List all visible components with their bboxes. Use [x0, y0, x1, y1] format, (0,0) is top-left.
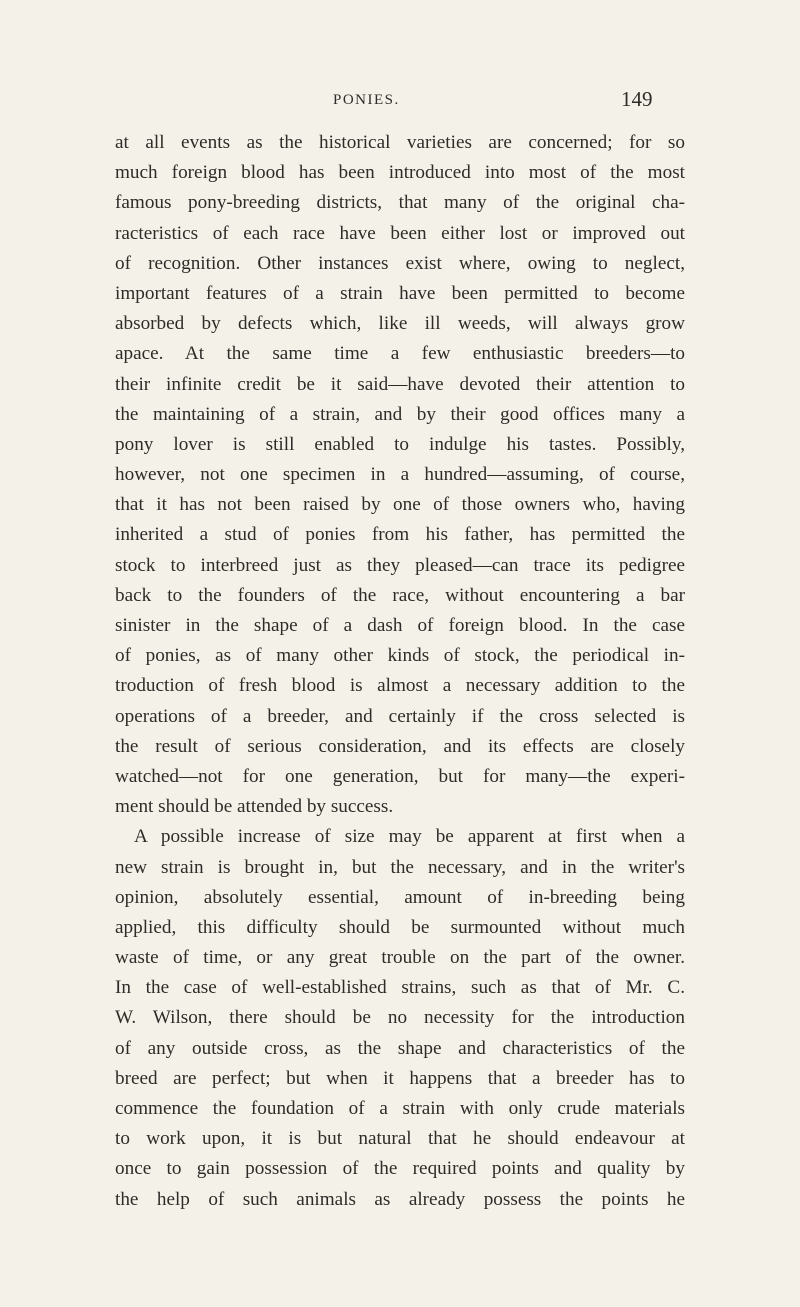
text-line: watched—not for one generation, but for many—the experi-	[115, 765, 685, 787]
text-line: pony lover is still enabled to indulge his tastes. Possibly,	[115, 433, 685, 455]
text-line: much foreign blood has been introduced into most of the most	[115, 162, 685, 184]
paragraph-start-line: A possible increase of size may be apparent at first when a	[134, 826, 685, 848]
chapter-title: PONIES.	[333, 92, 400, 108]
text-line: however, not one specimen in a hundred—assuming, of course,	[115, 464, 685, 486]
text-line: apace. At the same time a few enthusiastic breeders—to	[115, 343, 685, 365]
text-line: their infinite credit be it said—have devoted their attention to	[115, 373, 685, 395]
text-line: new strain is brought in, but the necessary, and in the writer's	[115, 856, 685, 878]
text-line: racteristics of each race have been either lost or improved out	[115, 222, 685, 244]
text-line: operations of a breeder, and certainly if the cross selected is	[115, 705, 685, 727]
text-line: commence the foundation of a strain with only crude materials	[115, 1098, 685, 1119]
text-line: that it has not been raised by one of those owners who, having	[115, 494, 685, 516]
text-line: W. Wilson, there should be no necessity for the introduction	[115, 1007, 685, 1029]
text-line: at all events as the historical varieties are concerned; for so	[115, 132, 685, 153]
text-line: stock to interbreed just as they pleased—can trace its pedigree	[115, 554, 685, 576]
text-line: back to the founders of the race, without encountering a bar	[115, 584, 685, 606]
text-line: sinister in the shape of a dash of foreign blood. In the case	[115, 615, 685, 636]
text-line: breed are perfect; but when it happens that a breeder has to	[115, 1067, 685, 1089]
text-line: the help of such animals as already possess the points he	[115, 1188, 685, 1210]
text-line: of recognition. Other instances exist where, owing to neglect,	[115, 252, 685, 274]
text-line: famous pony-breeding districts, that many of the original cha-	[115, 192, 685, 214]
text-line: of ponies, as of many other kinds of stock, the periodical in-	[115, 645, 685, 667]
body-text	[115, 128, 685, 1215]
text-line: inherited a stud of ponies from his father, has permitted the	[115, 524, 685, 546]
text-line: the maintaining of a strain, and by their good offices many a	[115, 403, 685, 425]
text-line: the result of serious consideration, and its effects are closely	[115, 735, 685, 757]
text-line: once to gain possession of the required points and quality by	[115, 1158, 685, 1180]
text-line: of any outside cross, as the shape and characteristics of the	[115, 1037, 685, 1059]
text-line: applied, this difficulty should be surmounted without much	[115, 916, 685, 938]
running-head	[0, 88, 800, 112]
text-line: to work upon, it is but natural that he should endeavour at	[115, 1128, 685, 1150]
page-number: 149	[621, 87, 653, 111]
text-line: important features of a strain have been permitted to become	[115, 282, 685, 304]
text-line: opinion, absolutely essential, amount of in-breeding being	[115, 886, 685, 908]
text-line: absorbed by defects which, like ill weeds, will always grow	[115, 313, 685, 335]
text-line: ment should be attended by success.	[115, 796, 394, 818]
text-line: In the case of well-established strains, such as that of Mr. C.	[115, 977, 685, 999]
text-line: troduction of fresh blood is almost a necessary addition to the	[115, 675, 685, 697]
text-line: waste of time, or any great trouble on the part of the owner.	[115, 947, 685, 969]
